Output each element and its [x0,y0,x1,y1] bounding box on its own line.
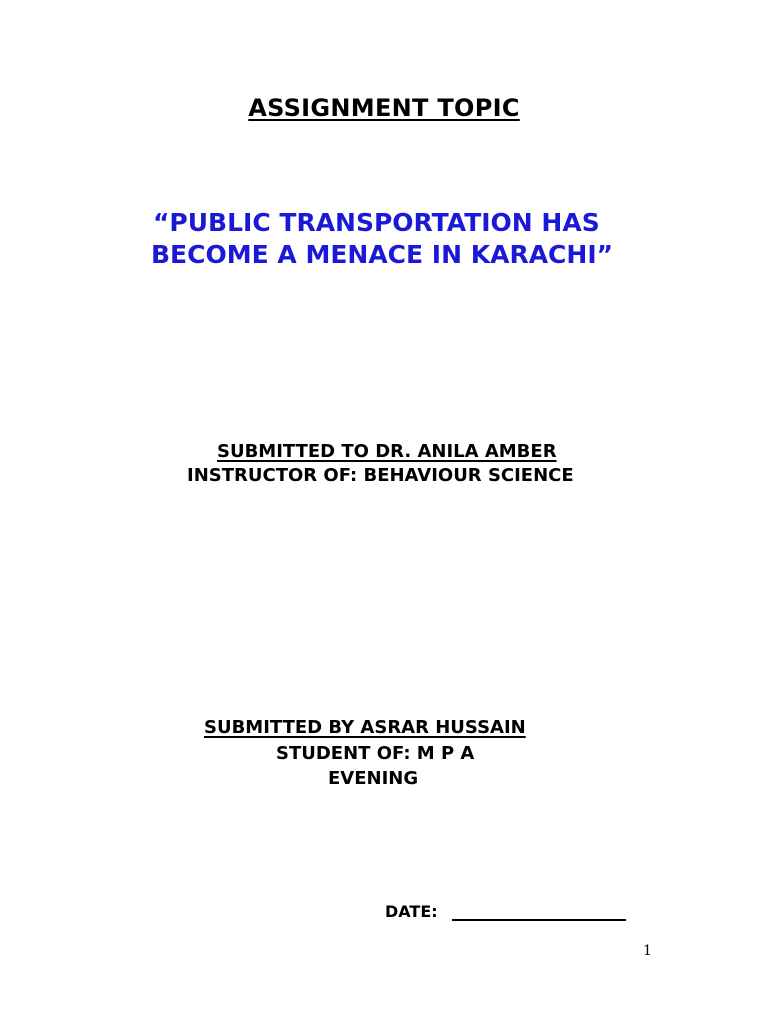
assignment-heading: ASSIGNMENT TOPIC [248,94,520,122]
topic-line-2: BECOME A MENACE IN KARACHI” [151,240,614,269]
student-program-line: STUDENT OF: M P A [276,743,475,764]
topic-line-1: “PUBLIC TRANSPORTATION HAS [153,208,600,237]
session-line: EVENING [328,768,419,789]
submitted-by-line: SUBMITTED BY ASRAR HUSSAIN [204,717,526,738]
instructor-line: INSTRUCTOR OF: BEHAVIOUR SCIENCE [187,465,574,486]
date-blank-line [452,903,626,921]
submitted-to-line: SUBMITTED TO DR. ANILA AMBER [217,441,557,462]
page-number: 1 [643,943,652,959]
date-label: DATE: [385,902,438,921]
date-row [385,902,626,921]
